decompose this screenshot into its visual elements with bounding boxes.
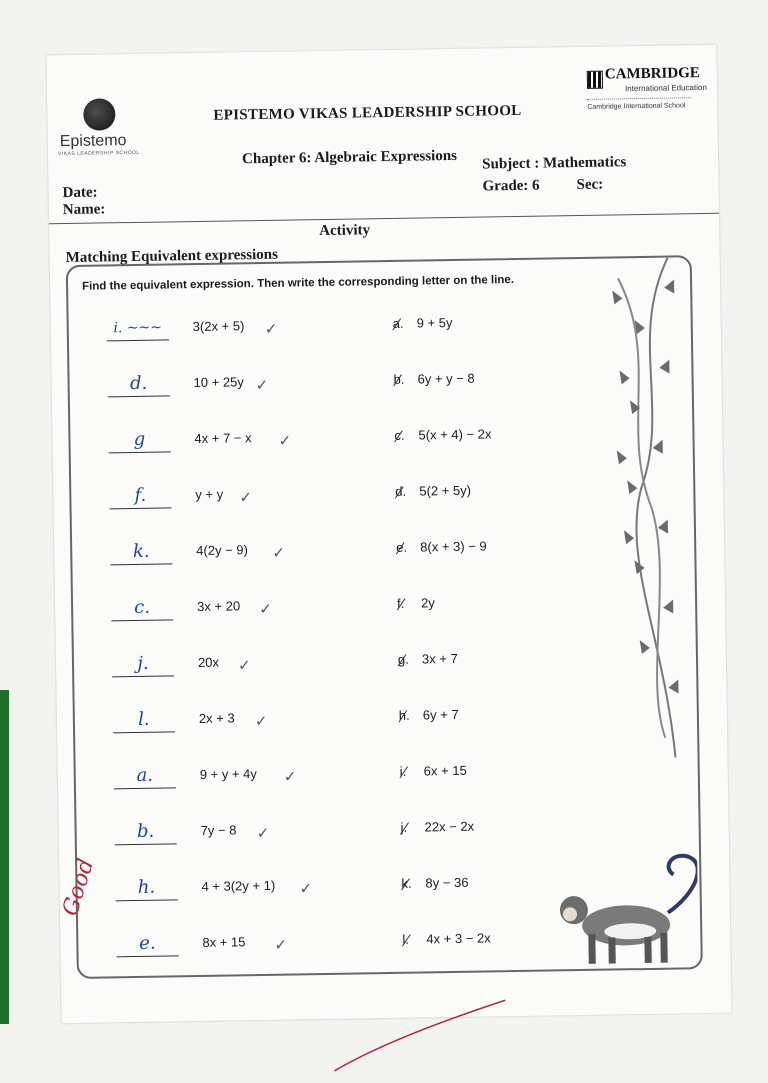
- option-letter: l.: [402, 931, 409, 947]
- activity-subtitle: Matching Equivalent expressions: [65, 246, 278, 267]
- header-divider: [49, 213, 719, 225]
- matching-box: [66, 255, 703, 979]
- answer-line[interactable]: f.: [109, 483, 171, 509]
- left-expression: 3(2x + 5): [192, 318, 245, 335]
- logo-tagline: VIKAS LEADERSHIP SCHOOL: [57, 149, 140, 158]
- match-row: [76, 811, 698, 851]
- option-expression: 5(x + 4) − 2x: [418, 426, 492, 443]
- answer-line[interactable]: g: [108, 427, 170, 453]
- option-expression: 9 + 5y: [416, 314, 453, 331]
- check-mark-icon: ✓: [256, 824, 270, 843]
- option-letter: c.: [394, 427, 405, 443]
- page-edge-strip: [0, 690, 9, 1024]
- answer-line[interactable]: c.: [111, 595, 173, 621]
- check-mark-icon: ✓: [239, 489, 253, 507]
- option-expression: 8(x + 3) − 9: [420, 538, 487, 555]
- left-expression: 3x + 20: [196, 598, 241, 615]
- cambridge-divider: [587, 97, 691, 100]
- left-expression: y + y: [195, 486, 224, 503]
- option-letter: b.: [393, 371, 405, 387]
- option-expression: 6x + 15: [423, 762, 467, 779]
- section-label: Sec:: [576, 176, 604, 194]
- left-expression: 4x + 7 − x: [194, 430, 252, 447]
- option-letter: g.: [397, 651, 409, 667]
- answer-line[interactable]: j.: [112, 651, 174, 677]
- logo-name: Epistemo: [59, 132, 127, 151]
- left-expression: 20x: [197, 654, 220, 671]
- worksheet: [46, 45, 731, 1023]
- left-expression: 4 + 3(2y + 1): [201, 877, 276, 894]
- option-letter: f.: [396, 595, 405, 611]
- answer-line[interactable]: e.: [116, 931, 178, 957]
- school-name: EPISTEMO VIKAS LEADERSHIP SCHOOL: [213, 102, 522, 124]
- left-expression: 4(2y − 9): [196, 542, 249, 559]
- answer-line[interactable]: l.: [113, 707, 175, 733]
- cambridge-subtitle: International Education: [624, 82, 707, 94]
- check-mark-icon: ✓: [274, 936, 288, 954]
- option-expression: 6y + y − 8: [417, 370, 475, 387]
- instruction-text: Find the equivalent expression. Then write the corresponding letter on the line.: [81, 274, 515, 293]
- option-letter: a.: [392, 315, 404, 331]
- monkey-illustration: [547, 852, 699, 969]
- check-mark-icon: ✓: [255, 376, 269, 395]
- grade-label: Grade: 6: [482, 177, 540, 195]
- left-expression: 8x + 15: [202, 934, 246, 950]
- option-expression: 6y + 7: [422, 706, 459, 723]
- answer-line[interactable]: b.: [114, 819, 176, 845]
- option-expression: 22x − 2x: [424, 818, 475, 835]
- date-label: Date:: [62, 184, 98, 202]
- option-letter: e.: [396, 539, 408, 555]
- option-letter: i.: [399, 763, 407, 779]
- activity-title: Activity: [319, 222, 371, 240]
- option-expression: 5(2 + 5y): [419, 482, 472, 499]
- option-expression: 2y: [420, 595, 435, 611]
- teacher-remark: Good: [58, 855, 100, 919]
- left-expression: 9 + y + 4y: [199, 766, 257, 783]
- option-expression: 4x + 3 − 2x: [426, 930, 491, 947]
- check-mark-icon: ✓: [278, 432, 292, 450]
- cambridge-school: Cambridge International School: [587, 102, 686, 111]
- answer-line[interactable]: h.: [115, 875, 177, 901]
- check-mark-icon: ✓: [283, 768, 297, 786]
- red-check-stroke: [329, 996, 510, 1079]
- cambridge-shield-icon: [587, 71, 603, 89]
- check-mark-icon: ✓: [254, 712, 268, 731]
- option-letter: j.: [400, 819, 408, 835]
- subject-label: Subject : Mathematics: [482, 154, 627, 173]
- left-expression: 10 + 25y: [193, 374, 244, 391]
- name-label: Name:: [62, 201, 106, 219]
- check-mark-icon: ✓: [237, 657, 251, 675]
- chapter-title: Chapter 6: Algebraic Expressions: [241, 147, 458, 168]
- option-expression: 3x + 7: [421, 650, 458, 667]
- option-expression: 8y − 36: [425, 874, 469, 891]
- answer-line[interactable]: k.: [110, 539, 172, 565]
- epistemo-logo-icon: [83, 98, 115, 130]
- cambridge-title: CAMBRIDGE: [604, 65, 700, 83]
- answer-line[interactable]: d.: [107, 371, 169, 397]
- left-expression: 2x + 3: [198, 710, 235, 727]
- option-letter: k.: [401, 875, 412, 891]
- check-mark-icon: ✓: [259, 600, 272, 619]
- left-expression: 7y − 8: [200, 822, 237, 838]
- option-letter: h.: [398, 707, 410, 723]
- check-mark-icon: ✓: [299, 880, 313, 898]
- check-mark-icon: ✓: [272, 544, 285, 562]
- vine-illustration: [598, 257, 696, 778]
- option-letter: d.: [395, 483, 407, 499]
- check-mark-icon: ✓: [264, 320, 278, 338]
- answer-line[interactable]: a.: [114, 763, 176, 789]
- answer-line[interactable]: i. ~~~: [107, 315, 169, 341]
